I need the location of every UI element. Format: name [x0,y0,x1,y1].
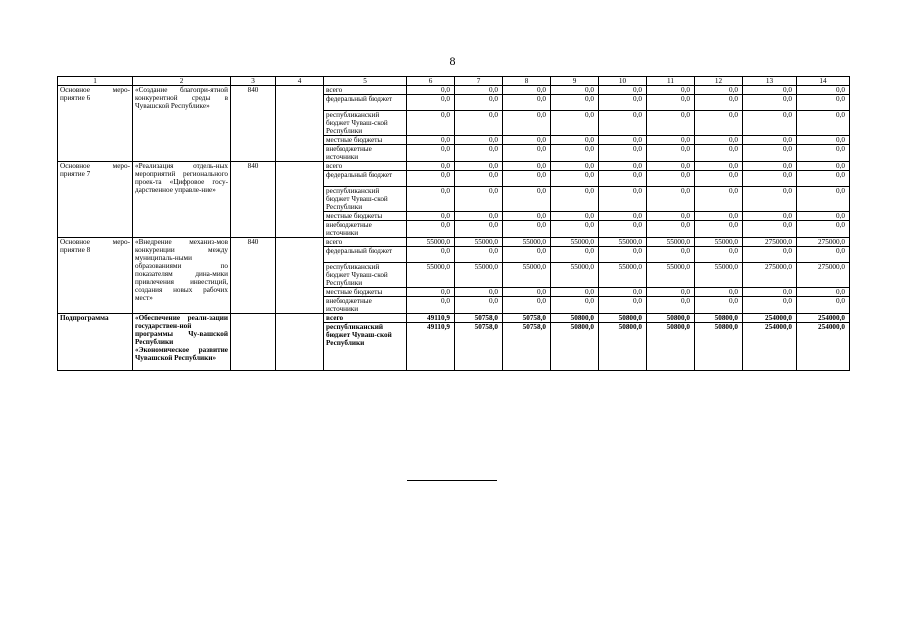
table-row [58,162,850,171]
value-cell: 0,0 [407,288,455,297]
value-cell: 0,0 [503,111,551,136]
value-cell: 49110,9 [407,323,455,371]
value-cell: 0,0 [599,297,647,314]
value-cell: 0,0 [551,171,599,187]
value-cell: 55000,0 [455,263,503,288]
value-cell: 50800,0 [599,323,647,371]
value-cell: 0,0 [647,212,695,221]
activity-name: Основное меро-приятие 8 [58,238,133,314]
column-header: 13 [743,77,797,86]
value-cell: 0,0 [503,221,551,238]
activity-name: Основное меро-приятие 6 [58,86,133,162]
value-cell: 55000,0 [695,263,743,288]
value-cell: 254000,0 [797,314,850,323]
value-cell: 0,0 [455,111,503,136]
value-cell: 0,0 [503,297,551,314]
funding-source: всего [324,314,407,323]
value-cell: 55000,0 [503,263,551,288]
value-cell: 55000,0 [599,263,647,288]
value-cell: 0,0 [407,136,455,145]
value-cell: 0,0 [551,95,599,111]
value-cell: 0,0 [599,95,647,111]
value-cell: 0,0 [599,247,647,263]
value-cell: 0,0 [695,171,743,187]
value-cell: 0,0 [695,86,743,95]
value-cell: 0,0 [455,288,503,297]
value-cell: 55000,0 [455,238,503,247]
value-cell: 0,0 [797,145,850,162]
value-cell: 254000,0 [743,323,797,371]
funding-source: республиканский бюджет Чуваш-ской Республики [324,111,407,136]
funding-source: республиканский бюджет Чуваш-ской Республики [324,187,407,212]
value-cell: 0,0 [797,95,850,111]
column-header: 12 [695,77,743,86]
column-header: 2 [133,77,231,86]
value-cell: 0,0 [743,212,797,221]
value-cell: 0,0 [407,162,455,171]
value-cell: 0,0 [743,136,797,145]
value-cell: 0,0 [743,247,797,263]
activity-description: «Внедрение механиз-мов конкуренции между муниципаль-ными образованиями по показателям дина-мики привлечения инвестиций, создания новых рабочих мест» [133,238,231,314]
funding-source: местные бюджеты [324,288,407,297]
col4-cell [276,238,324,314]
value-cell: 0,0 [647,221,695,238]
value-cell: 0,0 [407,297,455,314]
value-cell: 0,0 [551,86,599,95]
value-cell: 50758,0 [455,323,503,371]
value-cell: 0,0 [551,162,599,171]
value-cell: 0,0 [599,111,647,136]
value-cell: 0,0 [695,145,743,162]
value-cell: 0,0 [797,212,850,221]
funding-source: всего [324,238,407,247]
code-cell: 840 [231,162,276,238]
value-cell: 0,0 [797,171,850,187]
value-cell: 0,0 [647,187,695,212]
value-cell: 254000,0 [743,314,797,323]
funding-source: федеральный бюджет [324,95,407,111]
column-header: 9 [551,77,599,86]
value-cell: 55000,0 [407,263,455,288]
funding-source: федеральный бюджет [324,171,407,187]
funding-source: всего [324,86,407,95]
value-cell: 0,0 [551,221,599,238]
value-cell: 55000,0 [647,238,695,247]
value-cell: 0,0 [599,136,647,145]
value-cell: 0,0 [743,297,797,314]
value-cell: 0,0 [797,136,850,145]
funding-source: всего [324,162,407,171]
value-cell: 55000,0 [407,238,455,247]
closing-rule [407,480,497,481]
column-header: 14 [797,77,850,86]
value-cell: 0,0 [599,288,647,297]
value-cell: 0,0 [407,171,455,187]
value-cell: 0,0 [797,247,850,263]
value-cell: 0,0 [503,95,551,111]
value-cell: 275000,0 [743,238,797,247]
value-cell: 0,0 [695,212,743,221]
value-cell: 0,0 [797,86,850,95]
value-cell: 0,0 [647,247,695,263]
value-cell: 55000,0 [647,263,695,288]
value-cell: 0,0 [647,95,695,111]
funding-source: внебюджетные источники [324,145,407,162]
table-row [58,238,850,247]
column-header: 6 [407,77,455,86]
value-cell: 0,0 [797,162,850,171]
code-cell: 840 [231,238,276,314]
value-cell: 50800,0 [599,314,647,323]
value-cell: 275000,0 [743,263,797,288]
activity-description: «Создание благопри-ятной конкурентной среды в Чувашской Республике» [133,86,231,162]
value-cell: 0,0 [503,86,551,95]
column-header: 3 [231,77,276,86]
value-cell: 55000,0 [695,238,743,247]
value-cell: 0,0 [695,162,743,171]
funding-source: внебюджетные источники [324,221,407,238]
code-cell: 840 [231,86,276,162]
value-cell: 0,0 [599,212,647,221]
value-cell: 275000,0 [797,238,850,247]
value-cell: 0,0 [455,136,503,145]
value-cell: 0,0 [695,136,743,145]
value-cell: 0,0 [407,212,455,221]
value-cell: 0,0 [551,297,599,314]
value-cell: 55000,0 [551,238,599,247]
value-cell: 50800,0 [695,314,743,323]
budget-table [57,76,850,371]
funding-source: республиканский бюджет Чуваш-ской Республики [324,323,407,371]
value-cell: 0,0 [743,111,797,136]
value-cell: 50758,0 [503,314,551,323]
value-cell: 50800,0 [551,314,599,323]
value-cell: 0,0 [647,288,695,297]
value-cell: 0,0 [455,171,503,187]
value-cell: 50800,0 [551,323,599,371]
value-cell: 0,0 [743,145,797,162]
funding-source: внебюджетные источники [324,297,407,314]
value-cell: 50758,0 [503,323,551,371]
value-cell: 0,0 [797,288,850,297]
table-row [58,314,850,323]
value-cell: 0,0 [551,187,599,212]
value-cell: 0,0 [503,171,551,187]
column-header: 7 [455,77,503,86]
activity-name: Подпрограмма [58,314,133,371]
value-cell: 0,0 [407,145,455,162]
value-cell: 0,0 [407,221,455,238]
column-header: 8 [503,77,551,86]
value-cell: 0,0 [599,86,647,95]
column-header: 1 [58,77,133,86]
value-cell: 0,0 [503,187,551,212]
value-cell: 0,0 [599,162,647,171]
value-cell: 0,0 [695,111,743,136]
value-cell: 0,0 [503,212,551,221]
value-cell: 0,0 [455,187,503,212]
col4-cell [276,314,324,371]
value-cell: 0,0 [551,288,599,297]
value-cell: 50758,0 [455,314,503,323]
value-cell: 0,0 [743,86,797,95]
value-cell: 0,0 [551,212,599,221]
value-cell: 0,0 [455,95,503,111]
value-cell: 0,0 [695,247,743,263]
value-cell: 0,0 [551,145,599,162]
value-cell: 0,0 [455,86,503,95]
col4-cell [276,162,324,238]
funding-source: республиканский бюджет Чуваш-ской Республики [324,263,407,288]
value-cell: 0,0 [599,171,647,187]
value-cell: 0,0 [695,288,743,297]
page-number: 8 [449,54,456,68]
value-cell: 0,0 [599,187,647,212]
value-cell: 0,0 [797,297,850,314]
value-cell: 0,0 [797,221,850,238]
value-cell: 50800,0 [647,314,695,323]
value-cell: 0,0 [647,162,695,171]
column-header: 10 [599,77,647,86]
value-cell: 0,0 [647,171,695,187]
column-header: 5 [324,77,407,86]
value-cell: 0,0 [455,162,503,171]
value-cell: 254000,0 [797,323,850,371]
value-cell: 55000,0 [599,238,647,247]
value-cell: 0,0 [407,111,455,136]
value-cell: 0,0 [455,297,503,314]
value-cell: 0,0 [647,297,695,314]
value-cell: 0,0 [743,288,797,297]
value-cell: 0,0 [455,212,503,221]
value-cell: 0,0 [503,247,551,263]
value-cell: 0,0 [599,145,647,162]
value-cell: 0,0 [647,145,695,162]
col4-cell [276,86,324,162]
header-row [58,77,850,86]
column-header: 11 [647,77,695,86]
funding-source: федеральный бюджет [324,247,407,263]
code-cell [231,314,276,371]
value-cell: 0,0 [695,187,743,212]
value-cell: 0,0 [455,221,503,238]
value-cell: 0,0 [551,136,599,145]
funding-source: местные бюджеты [324,212,407,221]
value-cell: 0,0 [503,288,551,297]
value-cell: 0,0 [743,171,797,187]
activity-name: Основное меро-приятие 7 [58,162,133,238]
value-cell: 275000,0 [797,263,850,288]
value-cell: 0,0 [797,111,850,136]
value-cell: 49110,9 [407,314,455,323]
funding-source: местные бюджеты [324,136,407,145]
value-cell: 0,0 [407,187,455,212]
value-cell: 0,0 [695,221,743,238]
value-cell: 50800,0 [695,323,743,371]
value-cell: 0,0 [647,86,695,95]
value-cell: 0,0 [551,111,599,136]
column-header: 4 [276,77,324,86]
value-cell: 55000,0 [503,238,551,247]
value-cell: 0,0 [503,145,551,162]
value-cell: 50800,0 [647,323,695,371]
value-cell: 0,0 [455,247,503,263]
value-cell: 0,0 [743,187,797,212]
value-cell: 0,0 [407,86,455,95]
value-cell: 0,0 [647,136,695,145]
value-cell: 55000,0 [551,263,599,288]
value-cell: 0,0 [503,162,551,171]
value-cell: 0,0 [743,221,797,238]
value-cell: 0,0 [407,95,455,111]
value-cell: 0,0 [695,95,743,111]
value-cell: 0,0 [797,187,850,212]
value-cell: 0,0 [647,111,695,136]
value-cell: 0,0 [743,162,797,171]
table-row [58,86,850,95]
value-cell: 0,0 [503,136,551,145]
value-cell: 0,0 [407,247,455,263]
value-cell: 0,0 [599,221,647,238]
value-cell: 0,0 [743,95,797,111]
value-cell: 0,0 [695,297,743,314]
value-cell: 0,0 [455,145,503,162]
value-cell: 0,0 [551,247,599,263]
activity-description: «Реализация отдель-ных мероприятий регионального проек-та «Цифровое госу-дарственное управле-ние» [133,162,231,238]
activity-description: «Обеспечение реали-зации государствен-ной программы Чу-вашской Республики «Экономическое развитие Чувашской Республики» [133,314,231,371]
